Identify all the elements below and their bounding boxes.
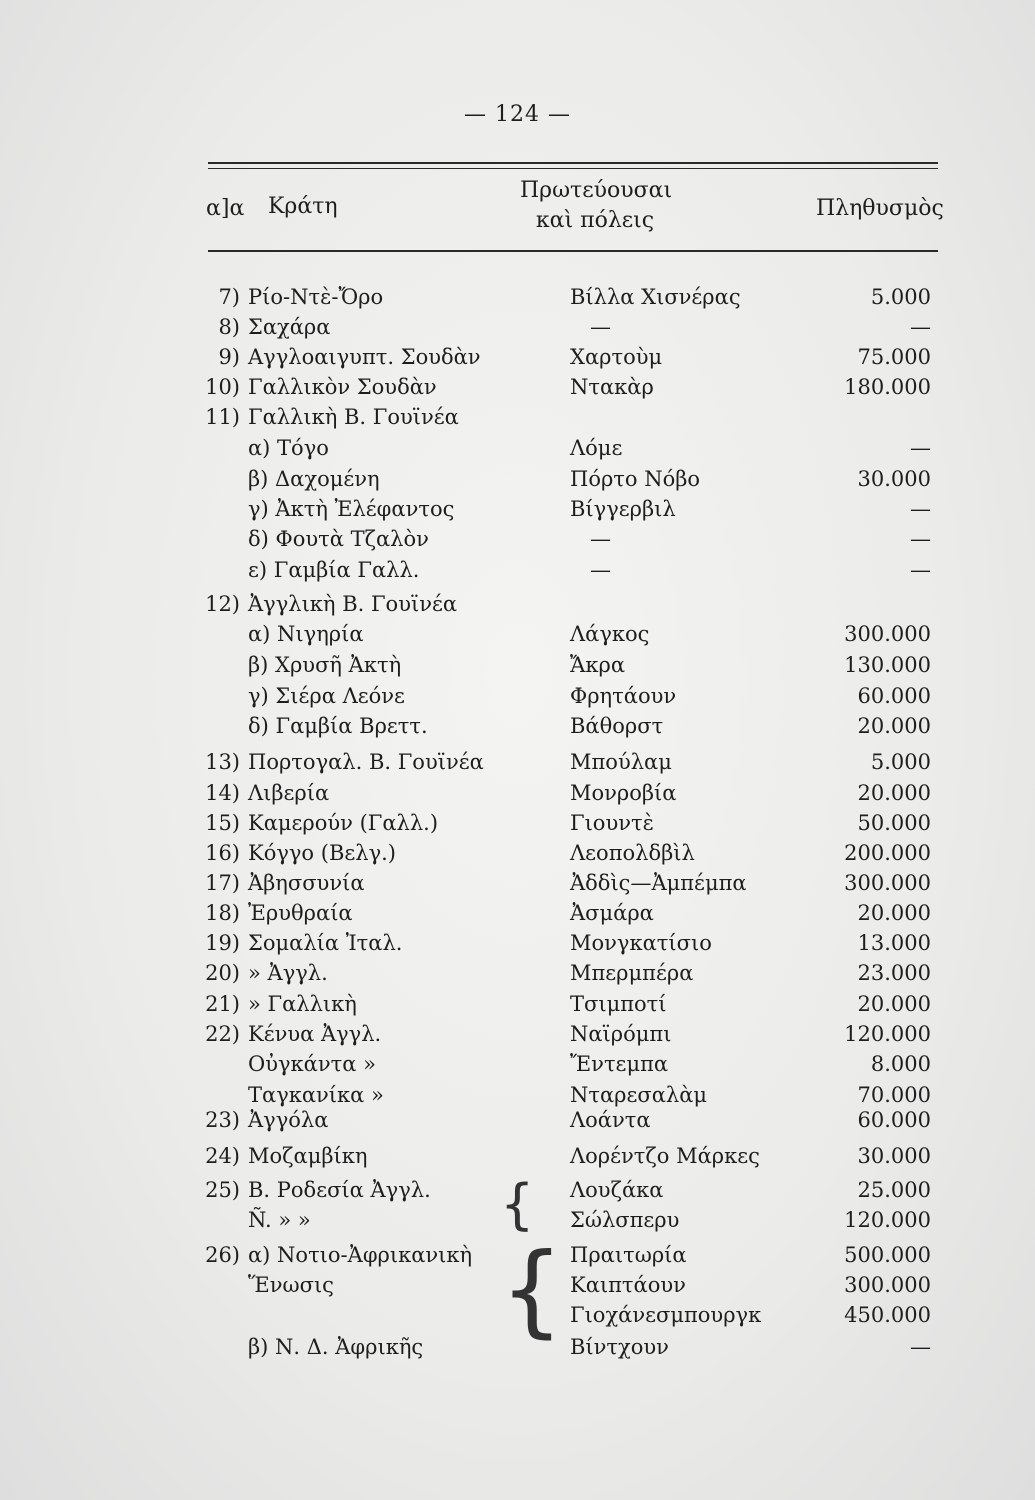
state-name: δ) Φουτὰ Τζαλὸν [248,527,429,551]
brace-26: { [500,1231,564,1348]
population-value: 25.000 [857,1178,931,1202]
population-value: 300.000 [844,871,931,895]
header-rule-bottom [208,250,938,252]
population-value: 120.000 [844,1022,931,1046]
state-name: Λιβερία [248,781,330,805]
capital-city: Ἀσμάρα [570,901,654,925]
state-name: Β. Ροδεσία Ἀγγλ. [248,1178,431,1202]
row-number: 13) [205,750,240,774]
brace-25: { [500,1173,535,1236]
row-number: 25) [205,1178,240,1202]
state-name: Γαλλικὴ Β. Γουϊνέα [248,405,459,429]
capital-city: Λοάντα [570,1108,651,1132]
capital-city: Μπερμπέρα [570,961,694,985]
column-header-capitals-line2: καὶ πόλεις [535,208,655,233]
population-value: 75.000 [857,345,931,369]
state-name: δ) Γαμβία Βρεττ. [248,714,428,738]
capital-city: Λάγκος [570,622,650,646]
state-name: Καμερούν (Γαλλ.) [248,811,439,835]
capital-city: Φρητάουν [570,684,677,708]
row-number: 21) [205,992,240,1016]
population-value: — [910,1335,931,1359]
column-header-index: α]α [206,196,245,221]
state-name: Ἀγγόλα [248,1108,329,1132]
state-name: » Γαλλικὴ [248,992,357,1016]
header-rule-top [208,162,938,164]
population-value: 180.000 [844,375,931,399]
capital-city: Μπούλαμ [570,750,672,774]
state-name: Πορτογαλ. Β. Γουϊνέα [248,750,484,774]
state-name: Κόγγο (Βελγ.) [248,841,396,865]
population-value: 20.000 [857,992,931,1016]
state-name: ε) Γαμβία Γαλλ. [248,558,420,582]
capital-city: Βάθορστ [570,714,664,738]
population-value: 5.000 [870,285,931,309]
capital-city: Λορέντζο Μάρκες [570,1144,760,1168]
population-value: 8.000 [870,1052,931,1076]
row-number: 20) [205,961,240,985]
population-value: 23.000 [857,961,931,985]
population-value: 20.000 [857,901,931,925]
capital-city: Λόμε [570,436,623,460]
capital-city: Ναϊρόμπι [570,1022,672,1046]
state-name: α) Τόγο [248,436,329,460]
state-name: Ἀβησσυνία [248,871,365,895]
capital-city: Χαρτοὺμ [570,345,663,369]
state-name: Ἕνωσις [248,1273,334,1297]
row-number: 19) [205,931,240,955]
capital-city: Πραιτωρία [570,1243,687,1267]
row-number: 22) [205,1022,240,1046]
row-number: 16) [205,841,240,865]
state-name: α) Νιγηρία [248,622,364,646]
population-value: 60.000 [857,1108,931,1132]
state-name: Ἀγγλικὴ Β. Γουϊνέα [248,592,458,616]
row-number: 26) [205,1243,240,1267]
row-number: 12) [205,592,240,616]
row-number: 23) [205,1108,240,1132]
state-name: Μοζαμβίκη [248,1144,368,1168]
state-name: Ἐρυθραία [248,901,353,925]
state-name: Ρίο-Ντὲ-Ὄρο [248,285,384,309]
column-header-capitals [520,176,673,236]
state-name: Κένυα Ἀγγλ. [248,1022,382,1046]
capital-city: Μονγκατίσιο [570,931,712,955]
state-name: γ) Ἀκτὴ Ἐλέφαντος [248,497,455,521]
capital-city: Βίλλα Χισνέρας [570,285,741,309]
capital-city: Τσιμποτί [570,992,667,1016]
capital-city: Πόρτο Νόβο [570,467,701,491]
capital-city: Ντακὰρ [570,375,654,399]
state-name: γ) Σιέρα Λεόνε [248,684,405,708]
state-name: Γαλλικὸν Σουδὰν [248,375,437,399]
population-value: 500.000 [844,1243,931,1267]
capital-city: Ἔντεμπα [570,1052,669,1076]
row-number: 9) [218,345,240,369]
capital-city: Νταρεσαλὰμ [570,1083,708,1107]
row-number: 24) [205,1144,240,1168]
column-header-population: Πληθυσμὸς [816,196,944,221]
state-name: β) Δαχομένη [248,467,380,491]
capital-city: Γιοχάνεσμπουργκ [570,1303,762,1327]
state-name: β) Ν. Δ. Ἀφρικῆς [248,1335,424,1359]
capital-city: — [590,558,611,582]
capital-city: Μονροβία [570,781,677,805]
capital-city: Ἀδδὶς—Ἀμπέμπα [570,871,747,895]
row-number: 14) [205,781,240,805]
population-value: 300.000 [844,1273,931,1297]
capital-city: — [590,527,611,551]
state-name: Σαχάρα [248,315,331,339]
capital-city: Λουζάκα [570,1178,664,1202]
population-value: 20.000 [857,714,931,738]
population-value: 60.000 [857,684,931,708]
population-value: — [910,315,931,339]
capital-city: Γιουντὲ [570,811,654,835]
row-number: 7) [218,285,240,309]
population-value: 5.000 [870,750,931,774]
row-number: 8) [218,315,240,339]
population-value: 200.000 [844,841,931,865]
capital-city: Βίντχουν [570,1335,669,1359]
capital-city: Βίγγερβιλ [570,497,676,521]
population-value: 70.000 [857,1083,931,1107]
capital-city: — [590,315,611,339]
population-value: 13.000 [857,931,931,955]
population-value: 30.000 [857,467,931,491]
column-header-states: Κράτη [268,194,338,219]
state-name: Οὐγκάντα » [248,1052,376,1076]
population-value: 50.000 [857,811,931,835]
header-rule-top-thin [208,168,938,169]
column-header-capitals-line1: Πρωτεύουσαι [520,178,673,203]
capital-city: Σώλσπερυ [570,1208,680,1232]
population-value: — [910,558,931,582]
population-value: 300.000 [844,622,931,646]
page-number: — 124 — [464,102,571,127]
capital-city: Ἄκρα [570,653,626,677]
population-value: — [910,527,931,551]
population-value: 120.000 [844,1208,931,1232]
population-value: 130.000 [844,653,931,677]
capital-city: Λεοπολδβὶλ [570,841,695,865]
population-value: 30.000 [857,1144,931,1168]
row-number: 18) [205,901,240,925]
capital-city: Καιπτάουν [570,1273,686,1297]
population-value: — [910,497,931,521]
population-value: 20.000 [857,781,931,805]
state-name: Αγγλοαιγυπτ. Σουδὰν [248,345,481,369]
row-number: 17) [205,871,240,895]
row-number: 15) [205,811,240,835]
row-number: 11) [205,405,240,429]
row-number: 10) [205,375,240,399]
population-value: — [910,436,931,460]
state-name: » Ἀγγλ. [248,961,328,985]
state-name: β) Χρυσῆ Ἀκτὴ [248,653,402,677]
population-value: 450.000 [844,1303,931,1327]
state-name: α) Νοτιο-Ἀφρικανικὴ [248,1243,473,1267]
state-name: Ñ. » » [248,1208,311,1232]
state-name: Ταγκανίκα » [248,1083,384,1107]
state-name: Σομαλία Ἰταλ. [248,931,403,955]
